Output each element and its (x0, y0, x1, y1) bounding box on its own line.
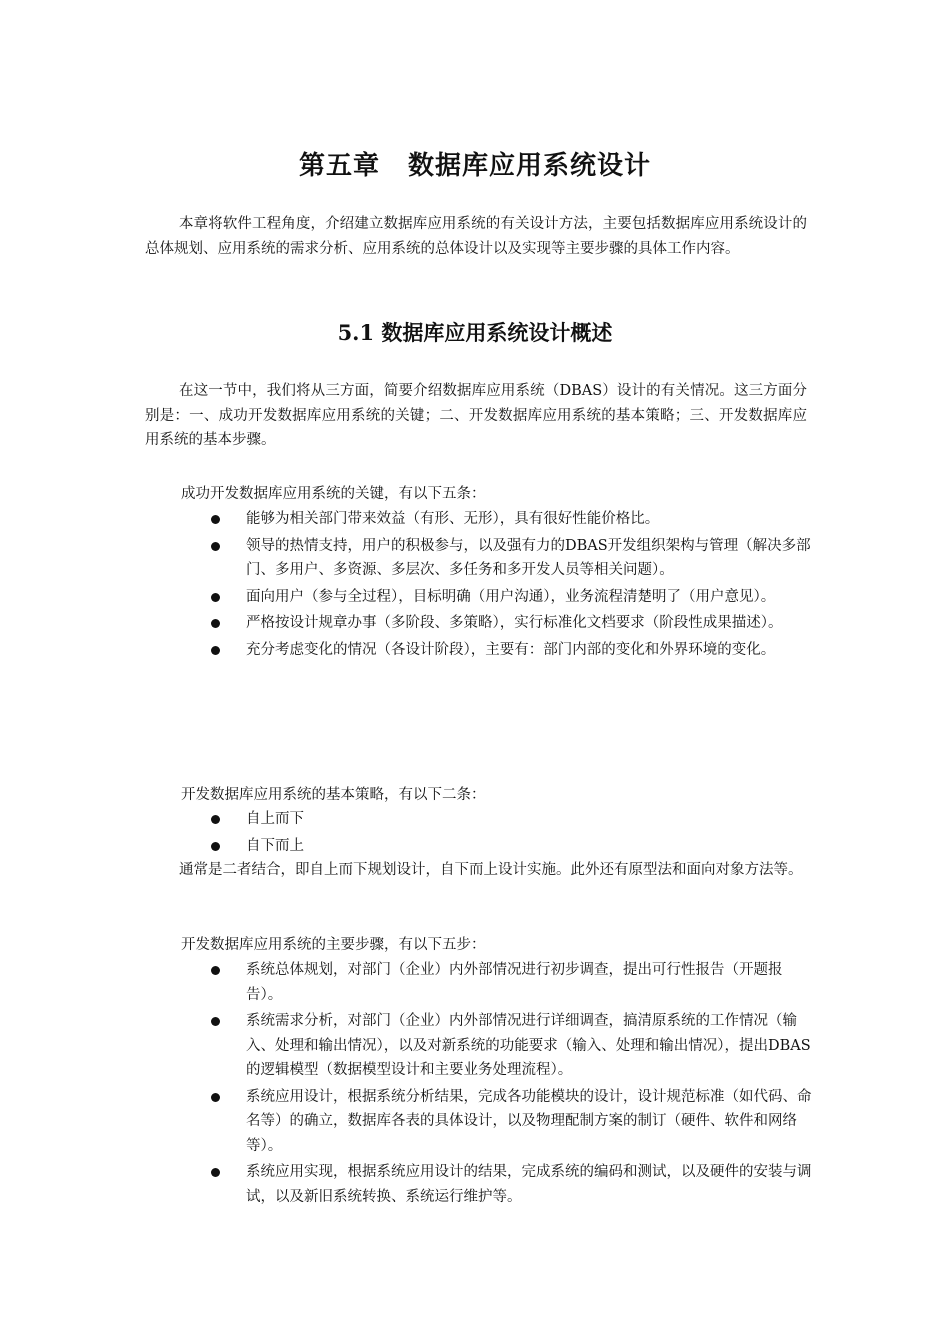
list-item-text: 充分考虑变化的情况（各设计阶段），主要有：部门内部的变化和外界环境的变化。 (246, 641, 776, 658)
chapter-title (0, 146, 950, 186)
list-item-text: 自上而下 (246, 811, 304, 827)
steps-intro: 开发数据库应用系统的主要步骤，有以下五步： (181, 937, 486, 953)
steps-list (206, 958, 812, 1211)
list-item-text: 系统应用实现，根据系统应用设计的结果，完成系统的编码和测试，以及硬件的安装与调试，以及新旧系统转换、系统运行维护等。 (246, 1164, 812, 1205)
list-item (206, 807, 812, 832)
list-item-text: 领导的热情支持，用户的积极参与，以及强有力的DBAS开发组织架构与管理（解决多部门、多用户、多资源、多层次、多任务和多开发人员等相关问题）。 (246, 537, 811, 578)
list-item-text: 系统应用设计，根据系统分析结果，完成各功能模块的设计，设计规范标准（如代码、命名等）的确立，数据库各表的具体设计，以及物理配制方案的制订（硬件、软件和网络等）。 (246, 1088, 812, 1154)
list-item-text: 系统需求分析，对部门（企业）内外部情况进行详细调查，搞清原系统的工作情况（输入、处理和输出情况），以及对新系统的功能要求（输入、处理和输出情况），提出DBAS的逻辑模型（数据模型设计和主要业务处理流程）。 (246, 1013, 811, 1078)
list-item-text: 系统总体规划，对部门（企业）内外部情况进行初步调查，提出可行性报告（开题报告）。 (246, 962, 783, 1003)
bullet-icon (211, 515, 220, 524)
bullet-icon (211, 646, 220, 655)
bullet-icon (211, 619, 220, 628)
keys-intro: 成功开发数据库应用系统的关键，有以下五条： (181, 486, 486, 502)
strategies-intro: 开发数据库应用系统的基本策略，有以下二条： (181, 787, 486, 803)
list-item (206, 507, 812, 532)
strategies-list (206, 807, 812, 860)
bullet-icon (211, 966, 220, 975)
chapter-name: 数据库应用系统设计 (408, 151, 652, 181)
list-item (206, 585, 812, 610)
chapter-label: 第五章 (298, 151, 380, 181)
section-title: 5.1 数据库应用系统设计概述 (337, 320, 613, 345)
list-item (206, 638, 812, 663)
bullet-icon (211, 1168, 220, 1177)
list-item (206, 1160, 812, 1209)
bullet-icon (211, 1093, 220, 1102)
bullet-icon (211, 842, 220, 851)
list-item (206, 611, 812, 636)
list-item-text: 自下而上 (246, 837, 304, 854)
list-item-text: 能够为相关部门带来效益（有形、无形），具有很好性能价格比。 (246, 511, 660, 527)
list-item (206, 534, 812, 583)
list-item-text: 严格按设计规章办事（多阶段、多策略），实行标准化文档要求（阶段性成果描述）。 (246, 615, 783, 631)
list-item (206, 1085, 812, 1159)
strategies-note: 通常是二者结合，即自上而下规划设计，自下而上设计实施。此外还有原型法和面向对象方法等。 (179, 862, 803, 878)
bullet-icon (211, 815, 220, 824)
chapter-intro-paragraph: 本章将软件工程角度，介绍建立数据库应用系统的有关设计方法，主要包括数据库应用系统设计的总体规划、应用系统的需求分析、应用系统的总体设计以及实现等主要步骤的具体工作内容。 (145, 216, 807, 257)
list-item (206, 1009, 812, 1083)
bullet-icon (211, 1017, 220, 1026)
section-overview-paragraph: 在这一节中，我们将从三方面，简要介绍数据库应用系统（DBAS）设计的有关情况。这三方面分别是：一、成功开发数据库应用系统的关键；二、开发数据库应用系统的基本策略；三、开发数据库应用系统的基本步骤。 (145, 383, 807, 448)
list-item (206, 834, 812, 859)
bullet-icon (211, 593, 220, 602)
list-item-text: 面向用户（参与全过程），目标明确（用户沟通），业务流程清楚明了（用户意见）。 (246, 588, 776, 605)
keys-list (206, 507, 812, 664)
list-item (206, 958, 812, 1007)
bullet-icon (211, 542, 220, 551)
